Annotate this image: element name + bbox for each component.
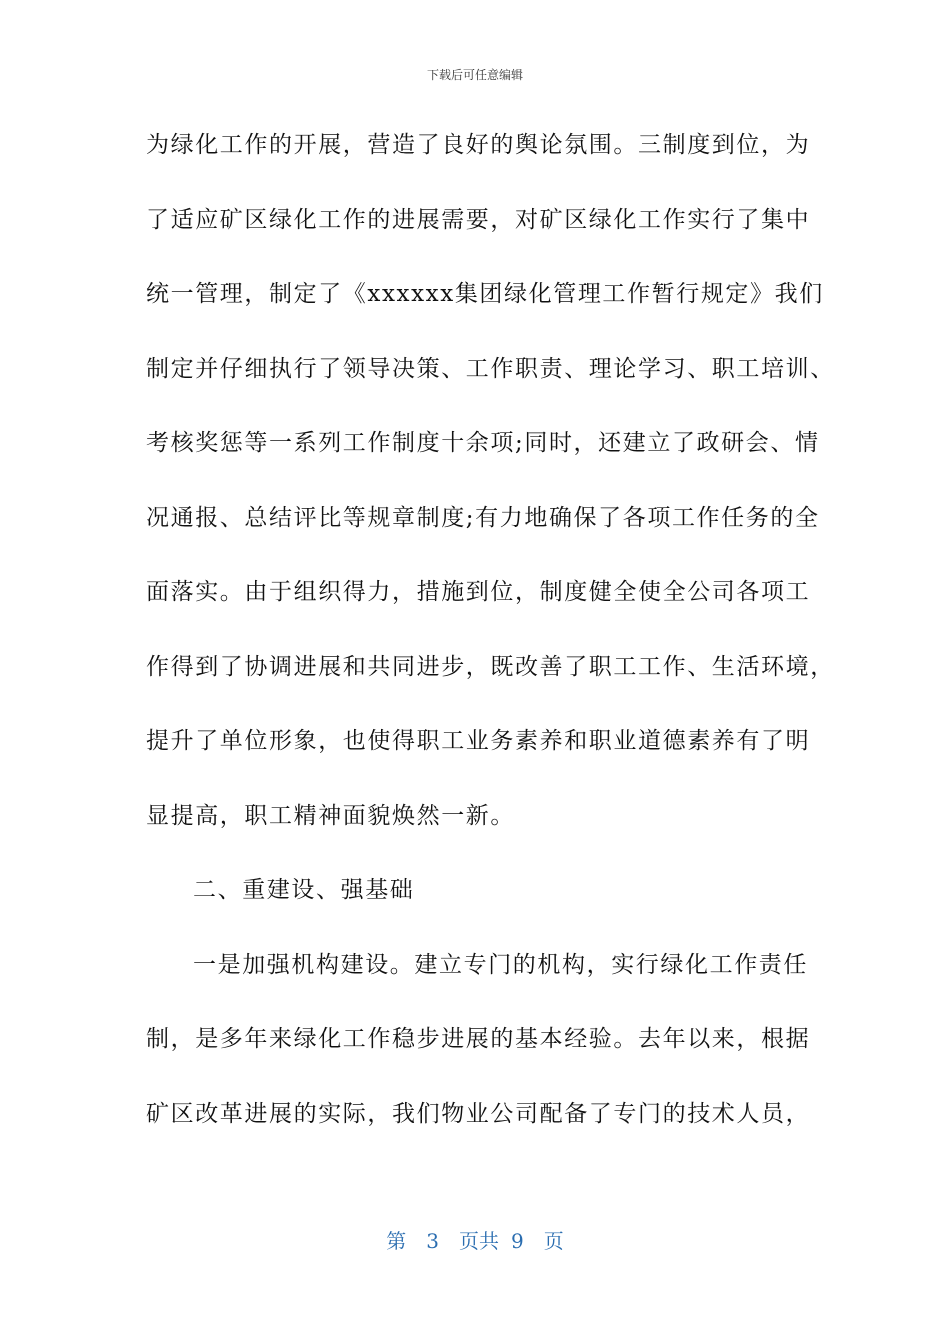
page-footer bbox=[0, 1225, 950, 1254]
paragraph-line: 制定并仔细执行了领导决策、工作职责、理论学习、职工培训、 bbox=[146, 355, 835, 382]
footer-suffix: 页 bbox=[543, 1229, 564, 1253]
paragraph-line: 制，是多年来绿化工作稳步进展的基本经验。去年以来，根据 bbox=[146, 1026, 811, 1052]
footer-total-pages: 9 bbox=[511, 1229, 524, 1253]
paragraph-line: 显提高，职工精神面貌焕然一新。 bbox=[146, 802, 515, 829]
paragraph-line: 了适应矿区绿化工作的进展需要，对矿区绿化工作实行了集中 bbox=[146, 206, 811, 233]
paragraph-line: 为绿化工作的开展，营造了良好的舆论氛围。三制度到位，为 bbox=[146, 132, 811, 158]
footer-current-page: 3 bbox=[426, 1229, 439, 1253]
paragraph-line: 况通报、总结评比等规章制度;有力地确保了各项工作任务的全 bbox=[146, 504, 820, 531]
page-header: 下载后可任意编辑 bbox=[426, 68, 523, 82]
paragraph-line: 考核奖惩等一系列工作制度十余项;同时，还建立了政研会、情 bbox=[146, 430, 820, 456]
paragraph-line: 矿区改革进展的实际，我们物业公司配备了专门的技术人员， bbox=[146, 1100, 811, 1127]
footer-middle: 页共 bbox=[459, 1229, 499, 1253]
footer-prefix: 第 bbox=[386, 1229, 407, 1253]
paragraph-line: 面落实。由于组织得力，措施到位，制度健全使全公司各项工 bbox=[146, 579, 811, 605]
paragraph-line: 统一管理，制定了《xxxxxx集团绿化管理工作暂行规定》我们 bbox=[146, 281, 824, 307]
section-heading: 二、重建设、强基础 bbox=[193, 877, 415, 903]
paragraph-line: 一是加强机构建设。建立专门的机构，实行绿化工作责任 bbox=[193, 951, 808, 978]
document-body bbox=[146, 125, 835, 1168]
paragraph-line: 作得到了协调进展和共同进步，既改善了职工工作、生活环境， bbox=[146, 653, 835, 680]
paragraph-line: 提升了单位形象，也使得职工业务素养和职业道德素养有了明 bbox=[146, 728, 811, 754]
